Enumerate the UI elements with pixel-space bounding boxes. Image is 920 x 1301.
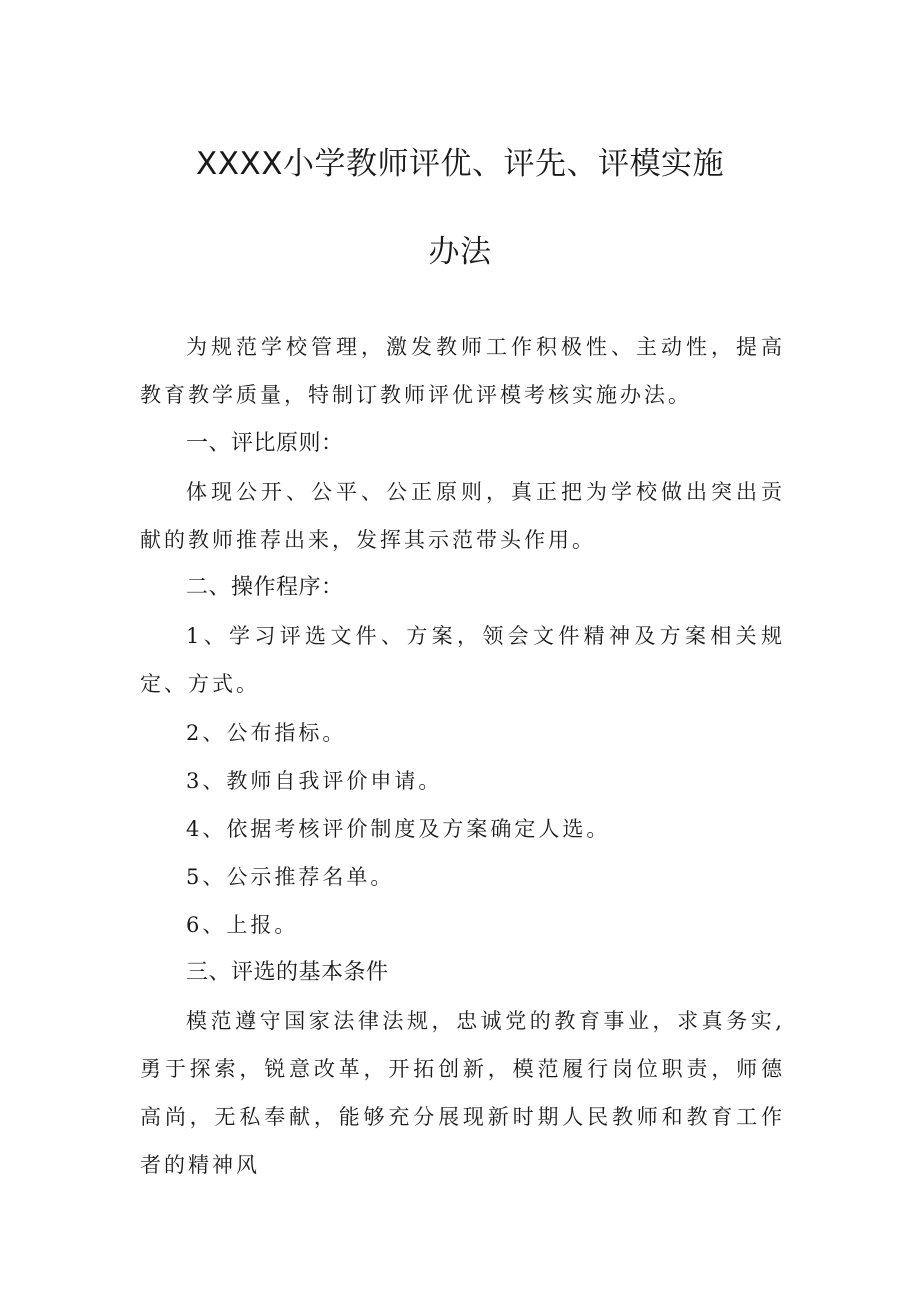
section-1-body: 体现公开、公平、公正原则，真正把为学校做出突出贡献的教师推荐出来，发挥其示范带头作用。 — [140, 480, 785, 552]
procedure-item-5: 5、公示推荐名单。 — [186, 865, 395, 889]
section-2-heading: 二、操作程序： — [186, 575, 344, 600]
procedure-item-6: 6、上报。 — [186, 913, 299, 937]
document-title-line-1: XXXX小学教师评优、评先、评模实施 — [196, 146, 724, 182]
document-title-line-2: 办法 — [428, 234, 492, 270]
procedure-item-3: 3、教师自我评价申请。 — [186, 769, 443, 793]
section-3-heading: 三、评选的基本条件 — [186, 960, 389, 985]
section-3-body: 模范遵守国家法律法规，忠诚党的教育事业，求真务实,勇于探索，锐意改革，开拓创新，模范履行岗位职责，师德高尚，无私奉献，能够充分展现新时期人民教师和教育工作者的精神风 — [140, 1009, 785, 1177]
intro-paragraph: 为规范学校管理，激发教师工作积极性、主动性，提高教育教学质量，特制订教师评优评模考核实施办法。 — [140, 335, 785, 407]
section-1-heading: 一、评比原则： — [186, 431, 344, 456]
procedure-item-2: 2、公布指标。 — [186, 721, 347, 745]
procedure-item-4: 4、依据考核评价制度及方案确定人选。 — [186, 817, 611, 841]
procedure-item-1: 1、学习评选文件、方案，领会文件精神及方案相关规定、方式。 — [140, 624, 785, 696]
